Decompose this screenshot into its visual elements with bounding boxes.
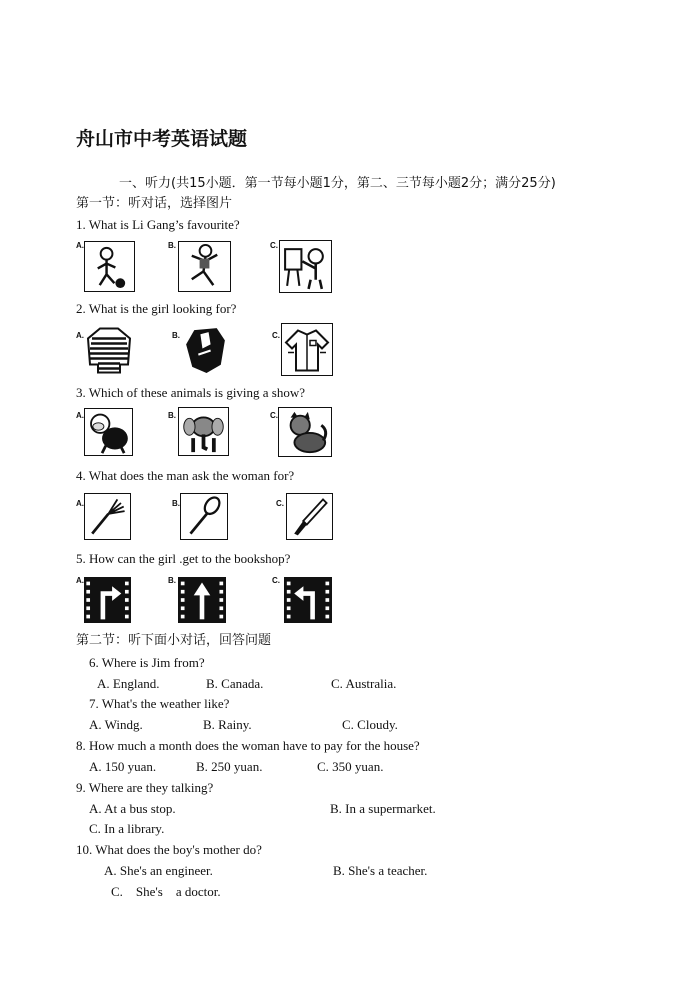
question-2-text: 2. What is the girl looking for? bbox=[76, 301, 237, 316]
question-9-text: 9. Where are they talking? bbox=[76, 780, 214, 795]
question-8-text: 8. How much a month does the woman have to pay for the house? bbox=[76, 738, 420, 753]
turn-left-sign-icon[interactable] bbox=[284, 577, 332, 623]
boy-painting-icon[interactable] bbox=[279, 240, 332, 293]
part2-heading: 第二节：听下面小对话，回答问题 bbox=[76, 633, 272, 648]
striped-sweater-icon[interactable] bbox=[84, 324, 134, 375]
q9-option-c[interactable]: C. In a library. bbox=[89, 821, 165, 836]
q10-option-c[interactable]: C. She's a doctor. bbox=[111, 884, 221, 899]
q1-option-b-label: B. bbox=[168, 241, 176, 250]
q5-option-a-label: A. bbox=[76, 576, 84, 585]
q4-option-c-label: C. bbox=[276, 499, 284, 508]
q3-option-c-label: C. bbox=[270, 411, 278, 420]
q6-option-b[interactable]: B. Canada. bbox=[206, 676, 264, 691]
boy-running-icon[interactable] bbox=[178, 241, 231, 292]
q8-option-a[interactable]: A. 150 yuan. bbox=[89, 759, 157, 774]
turn-right-sign-icon[interactable] bbox=[84, 577, 131, 623]
q10-option-a[interactable]: A. She's an engineer. bbox=[104, 863, 213, 878]
question-3-text: 3. Which of these animals is giving a show? bbox=[76, 385, 306, 400]
knife-icon[interactable] bbox=[286, 493, 333, 540]
q8-option-c[interactable]: C. 350 yuan. bbox=[317, 759, 384, 774]
boy-playing-football-icon[interactable] bbox=[84, 241, 135, 292]
q9-option-a[interactable]: A. At a bus stop. bbox=[89, 801, 176, 816]
question-6-text: 6. Where is Jim from? bbox=[89, 655, 205, 670]
q4-option-a-label: A. bbox=[76, 499, 84, 508]
q6-option-c[interactable]: C. Australia. bbox=[331, 676, 397, 691]
question-4-text: 4. What does the man ask the woman for? bbox=[76, 468, 295, 483]
shirt-icon[interactable] bbox=[281, 323, 333, 376]
cat-icon[interactable] bbox=[278, 407, 332, 457]
q2-option-a-label: A. bbox=[76, 331, 84, 340]
q2-option-b-label: B. bbox=[172, 331, 180, 340]
q6-option-a[interactable]: A. England. bbox=[97, 676, 160, 691]
spoon-icon[interactable] bbox=[180, 493, 228, 540]
q7-option-b[interactable]: B. Rainy. bbox=[203, 717, 252, 732]
fork-icon[interactable] bbox=[84, 493, 131, 540]
q1-option-c-label: C. bbox=[270, 241, 278, 250]
q1-option-a-label: A. bbox=[76, 241, 84, 250]
q5-option-c-label: C. bbox=[272, 576, 280, 585]
question-1-text: 1. What is Li Gang’s favourite? bbox=[76, 217, 240, 232]
q7-option-c[interactable]: C. Cloudy. bbox=[342, 717, 398, 732]
q10-option-b[interactable]: B. She's a teacher. bbox=[333, 863, 428, 878]
question-7-text: 7. What's the weather like? bbox=[89, 696, 230, 711]
go-straight-sign-icon[interactable] bbox=[178, 577, 226, 623]
q3-option-a-label: A. bbox=[76, 411, 84, 420]
q8-option-b[interactable]: B. 250 yuan. bbox=[196, 759, 263, 774]
dark-coat-icon[interactable] bbox=[180, 323, 231, 376]
page-title: 舟山市中考英语试题 bbox=[76, 128, 248, 150]
q4-option-b-label: B. bbox=[172, 499, 180, 508]
q3-option-b-label: B. bbox=[168, 411, 176, 420]
q5-option-b-label: B. bbox=[168, 576, 176, 585]
q7-option-a[interactable]: A. Windg. bbox=[89, 717, 143, 732]
section-header: 一、听力(共15小题．第一节每小题1分，第二、三节每小题2分；满分25分) bbox=[119, 176, 556, 191]
elephant-icon[interactable] bbox=[178, 407, 229, 456]
part1-heading: 第一节：听对话，选择图片 bbox=[76, 196, 233, 211]
question-5-text: 5. How can the girl .get to the bookshop? bbox=[76, 551, 291, 566]
q2-option-c-label: C. bbox=[272, 331, 280, 340]
q9-option-b[interactable]: B. In a supermarket. bbox=[330, 801, 436, 816]
question-10-text: 10. What does the boy's mother do? bbox=[76, 842, 262, 857]
monkey-icon[interactable] bbox=[84, 408, 133, 456]
